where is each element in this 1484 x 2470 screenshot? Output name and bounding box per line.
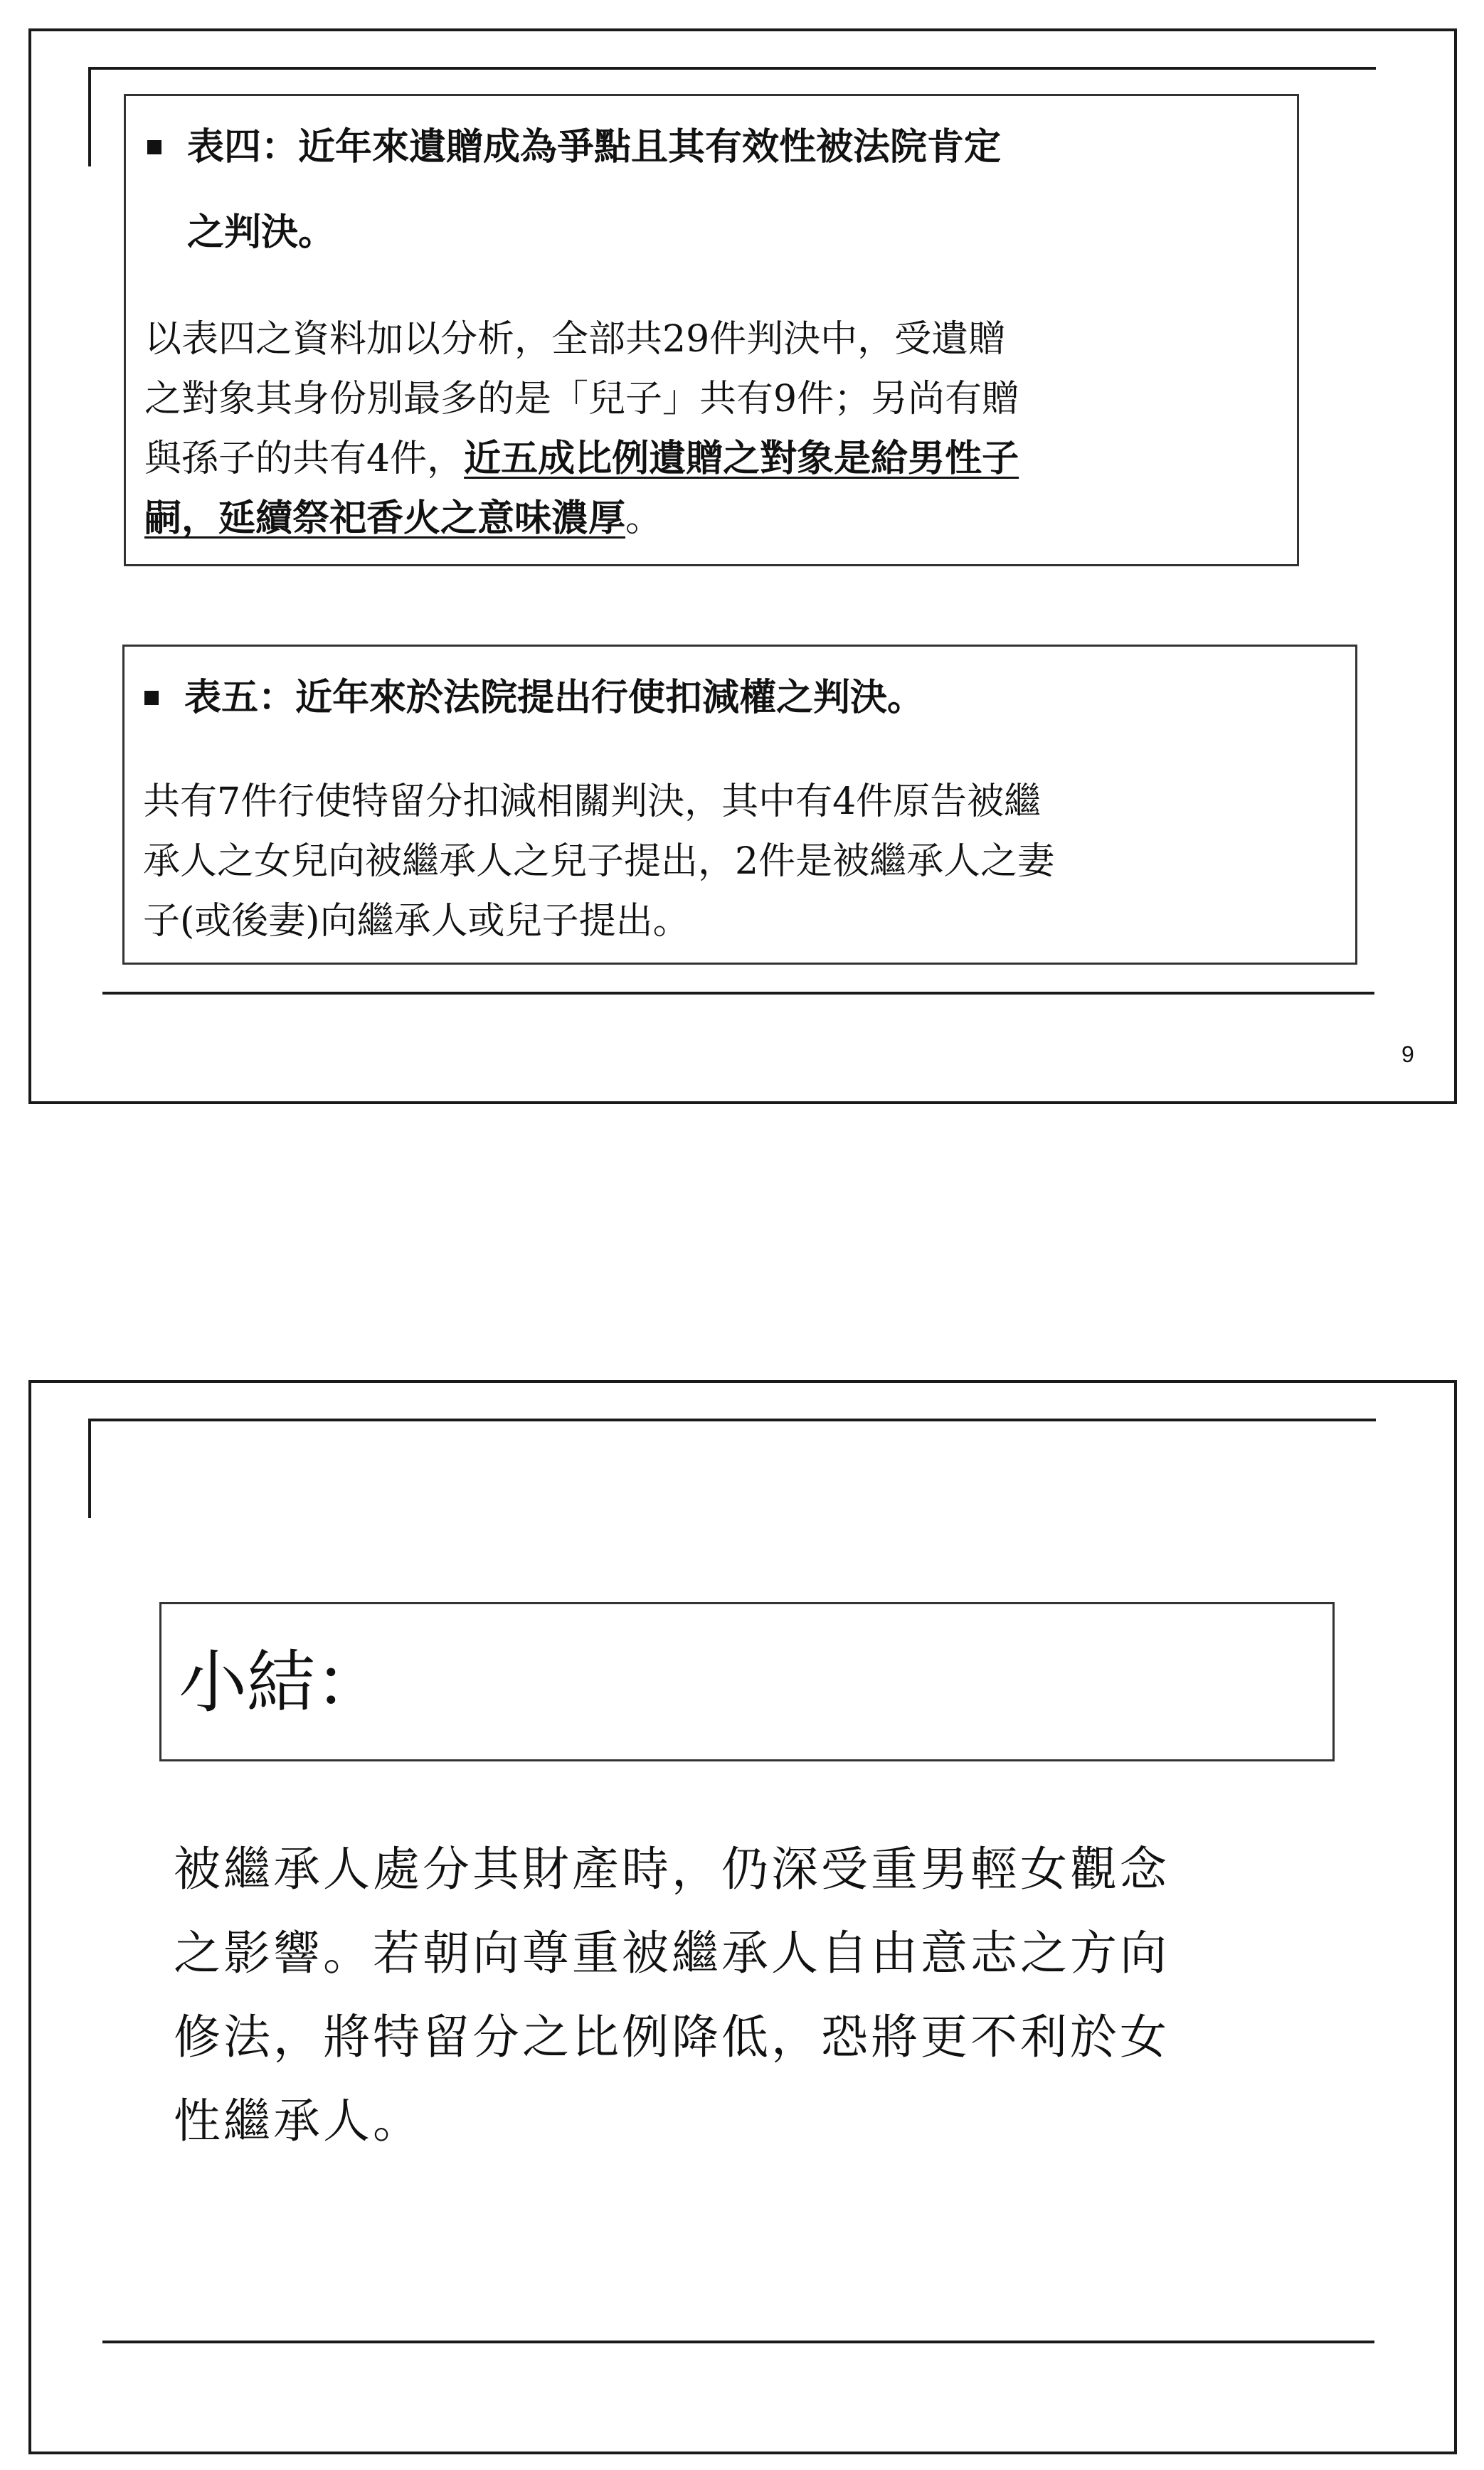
table4-heading-line1: 表四：近年來遺贈成為爭點且其有效性被法院肯定 bbox=[187, 125, 1002, 169]
table4-paragraph bbox=[144, 309, 1019, 548]
table5-para-line2: 承人之女兒向被繼承人之兒子提出，2件是被繼承人之妻 bbox=[143, 840, 1055, 883]
table4-para-line4-end: 。 bbox=[625, 497, 663, 540]
slide-1-top-rule bbox=[88, 67, 1376, 70]
bullet-icon bbox=[144, 691, 159, 705]
slide-2-left-rule bbox=[88, 1419, 91, 1518]
table4-para-line2: 之對象其身份別最多的是「兒子」共有9件；另尚有贈 bbox=[144, 378, 1019, 420]
summary-para-line4: 性繼承人。 bbox=[174, 2094, 423, 2148]
page-number: 9 bbox=[1401, 1041, 1414, 1067]
table5-para-line3: 子(或後妻)向繼承人或兒子提出。 bbox=[143, 900, 690, 943]
summary-para-line1: 被繼承人處分其財產時，仍深受重男輕女觀念 bbox=[174, 1842, 1170, 1897]
table5-paragraph bbox=[143, 772, 1054, 951]
slide-2 bbox=[28, 1380, 1457, 2454]
summary-para-line2: 之影響。若朝向尊重被繼承人自由意志之方向 bbox=[174, 1926, 1170, 1981]
summary-paragraph bbox=[174, 1828, 1170, 2163]
table5-para-line1: 共有7件行使特留分扣減相關判決，其中有4件原告被繼 bbox=[143, 780, 1042, 823]
bullet-icon bbox=[147, 140, 161, 154]
slide-2-top-rule bbox=[88, 1419, 1376, 1421]
table4-para-line3 bbox=[144, 429, 1019, 489]
table5-heading-text: 表五：近年來於法院提出行使扣減權之判決。 bbox=[184, 676, 925, 719]
table4-para-line4-emphasis: 嗣，延續祭祀香火之意味濃厚 bbox=[144, 497, 626, 540]
table4-box bbox=[124, 94, 1299, 566]
slide-1 bbox=[28, 28, 1457, 1104]
table4-heading bbox=[147, 117, 1001, 176]
slide-1-bottom-rule bbox=[102, 992, 1374, 995]
summary-para-line3: 修法，將特留分之比例降低，恐將更不利於女 bbox=[174, 2010, 1170, 2064]
table5-box bbox=[122, 645, 1357, 965]
slide-2-bottom-rule bbox=[102, 2341, 1374, 2343]
summary-title-box bbox=[159, 1602, 1335, 1761]
summary-title: 小結： bbox=[179, 1643, 383, 1722]
table5-heading bbox=[144, 668, 924, 727]
table4-para-line3-plain: 與孫子的共有4件， bbox=[144, 438, 465, 480]
slide-1-left-rule bbox=[88, 67, 91, 166]
table4-para-line3-emphasis: 近五成比例遺贈之對象是給男性子 bbox=[464, 437, 1019, 480]
table4-para-line1: 以表四之資料加以分析，全部共29件判決中，受遺贈 bbox=[144, 318, 1006, 361]
table4-heading-line2 bbox=[187, 203, 335, 262]
table4-para-line4 bbox=[144, 489, 1019, 548]
table4-heading-line2-text: 之判決。 bbox=[187, 211, 336, 254]
